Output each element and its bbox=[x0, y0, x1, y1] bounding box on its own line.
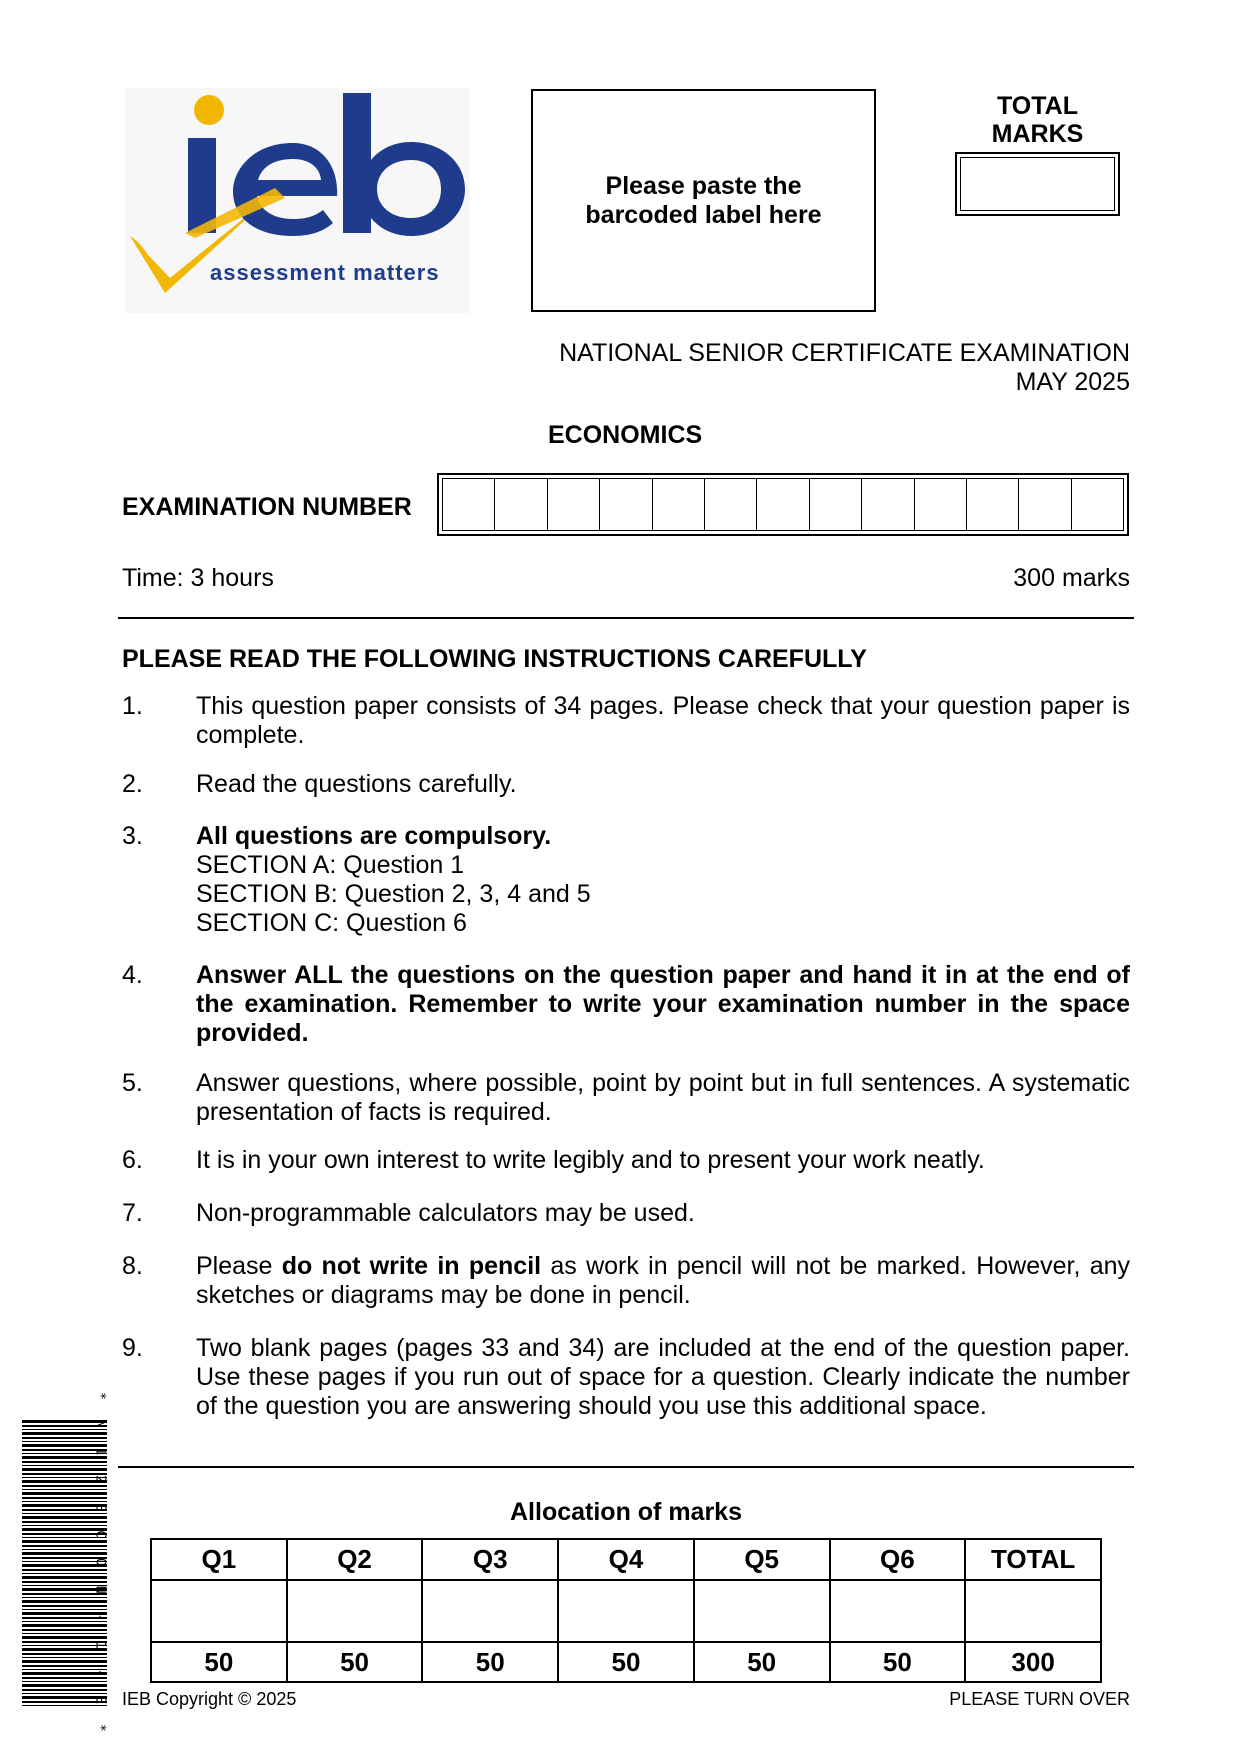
exam-number-grid bbox=[437, 473, 1129, 536]
allocation-table bbox=[150, 1538, 1102, 1683]
max-mark: 50 bbox=[287, 1642, 423, 1682]
instruction-number: 6. bbox=[122, 1146, 143, 1174]
barcode-label-area bbox=[531, 89, 876, 312]
divider bbox=[118, 1466, 1134, 1468]
exam-number-cell[interactable] bbox=[548, 479, 600, 530]
allocation-header: Q5 bbox=[694, 1539, 830, 1580]
score-cell[interactable] bbox=[965, 1580, 1101, 1642]
total-marks-label: TOTAL MARKS bbox=[991, 92, 1084, 148]
instruction-text: Non-programmable calculators may be used. bbox=[196, 1199, 695, 1227]
side-barcode-text: * N 1 2 E C O N - 1 - E * bbox=[92, 1392, 108, 1738]
instruction-item bbox=[122, 770, 1130, 799]
exam-number-cell[interactable] bbox=[810, 479, 862, 530]
instruction-number: 7. bbox=[122, 1199, 143, 1227]
exam-number-cell[interactable] bbox=[1072, 479, 1123, 530]
allocation-header: Q6 bbox=[830, 1539, 966, 1580]
section-line: SECTION C: Question 6 bbox=[196, 909, 467, 937]
max-mark: 50 bbox=[830, 1642, 966, 1682]
instruction-text: It is in your own interest to write legibly and to present your work neatly. bbox=[196, 1146, 985, 1174]
instruction-item bbox=[122, 1334, 1130, 1421]
max-mark: 50 bbox=[558, 1642, 694, 1682]
instruction-item bbox=[122, 1069, 1130, 1127]
exam-number-cell[interactable] bbox=[495, 479, 547, 530]
max-mark: 300 bbox=[965, 1642, 1101, 1682]
score-cell[interactable] bbox=[558, 1580, 694, 1642]
instructions-heading: PLEASE READ THE FOLLOWING INSTRUCTIONS CAREFULLY bbox=[122, 645, 867, 673]
exam-date: MAY 2025 bbox=[1015, 368, 1130, 396]
section-line: SECTION B: Question 2, 3, 4 and 5 bbox=[196, 880, 591, 908]
instruction-number: 1. bbox=[122, 692, 143, 720]
instruction-text: Read the questions carefully. bbox=[196, 770, 517, 798]
instruction-bold: All questions are compulsory. bbox=[196, 822, 552, 850]
instruction-text: Answer questions, where possible, point by point but in full sentences. A systematic presentation of facts is required. bbox=[196, 1069, 1130, 1126]
allocation-header: Q4 bbox=[558, 1539, 694, 1580]
exam-number-cell[interactable] bbox=[967, 479, 1019, 530]
exam-number-cell[interactable] bbox=[443, 479, 495, 530]
instruction-item bbox=[122, 1199, 1130, 1228]
subject-title: ECONOMICS bbox=[548, 421, 703, 449]
instruction-item bbox=[122, 692, 1130, 750]
instruction-text bbox=[196, 961, 1130, 1048]
max-mark: 50 bbox=[151, 1642, 287, 1682]
score-cell[interactable] bbox=[287, 1580, 423, 1642]
exam-number-cell[interactable] bbox=[705, 479, 757, 530]
instruction-text bbox=[196, 1252, 1130, 1310]
instruction-text: Two blank pages (pages 33 and 34) are included at the end of the question paper. Use these pages if you run out of space for a question. Clearly indicate the number of the question you are answering should you use this additional space. bbox=[196, 1334, 1130, 1420]
instruction-item bbox=[122, 961, 1130, 1048]
allocation-header: Q2 bbox=[287, 1539, 423, 1580]
exam-number-cell[interactable] bbox=[1019, 479, 1071, 530]
instruction-number: 8. bbox=[122, 1252, 143, 1280]
allocation-header: TOTAL bbox=[965, 1539, 1101, 1580]
score-cell[interactable] bbox=[151, 1580, 287, 1642]
exam-number-cell[interactable] bbox=[915, 479, 967, 530]
turn-over: PLEASE TURN OVER bbox=[949, 1689, 1130, 1709]
allocation-title: Allocation of marks bbox=[510, 1498, 742, 1526]
exam-number-label: EXAMINATION NUMBER bbox=[122, 493, 412, 521]
instruction-text bbox=[196, 822, 1130, 938]
instruction-bold: do not write in pencil bbox=[281, 1252, 542, 1280]
exam-number-cell[interactable] bbox=[862, 479, 914, 530]
logo-tagline: assessment matters bbox=[210, 260, 440, 285]
instruction-number: 4. bbox=[122, 961, 143, 989]
max-mark: 50 bbox=[694, 1642, 830, 1682]
instruction-number: 9. bbox=[122, 1334, 143, 1362]
ieb-logo bbox=[125, 88, 470, 313]
instruction-text-part: as work in pencil will not be marked. However, any sketches or diagrams may be done in pencil. bbox=[196, 1252, 1131, 1309]
instruction-number: 5. bbox=[122, 1069, 143, 1097]
instruction-item bbox=[122, 1146, 1130, 1175]
allocation-header: Q1 bbox=[151, 1539, 287, 1580]
section-line: SECTION A: Question 1 bbox=[196, 851, 465, 879]
instruction-text: This question paper consists of 34 pages. Please check that your question paper is complete. bbox=[196, 692, 1130, 749]
instruction-text-part: Please bbox=[196, 1252, 282, 1280]
divider bbox=[118, 617, 1134, 619]
max-mark: 50 bbox=[422, 1642, 558, 1682]
instruction-number: 3. bbox=[122, 822, 143, 850]
allocation-max-row bbox=[151, 1642, 1101, 1682]
allocation-score-row bbox=[151, 1580, 1101, 1642]
instruction-number: 2. bbox=[122, 770, 143, 798]
exam-number-cell[interactable] bbox=[757, 479, 809, 530]
total-marks-value: 300 marks bbox=[1013, 564, 1130, 592]
instruction-bold: Answer ALL the questions on the question paper and hand it in at the end of the examination. Remember to write your examination number in the space provided. bbox=[196, 961, 1130, 1047]
exam-number-cell[interactable] bbox=[653, 479, 705, 530]
side-barcode-code bbox=[80, 1392, 120, 1738]
instruction-item bbox=[122, 822, 1130, 938]
exam-number-cell[interactable] bbox=[600, 479, 652, 530]
instruction-item bbox=[122, 1252, 1130, 1310]
allocation-header-row bbox=[151, 1539, 1101, 1580]
score-cell[interactable] bbox=[830, 1580, 966, 1642]
time-allowed: Time: 3 hours bbox=[122, 564, 274, 592]
copyright: IEB Copyright © 2025 bbox=[122, 1689, 297, 1709]
total-marks-box[interactable] bbox=[955, 152, 1120, 216]
allocation-header: Q3 bbox=[422, 1539, 558, 1580]
score-cell[interactable] bbox=[422, 1580, 558, 1642]
exam-title: NATIONAL SENIOR CERTIFICATE EXAMINATION bbox=[559, 339, 1130, 367]
score-cell[interactable] bbox=[694, 1580, 830, 1642]
barcode-label-text: Please paste the barcoded label here bbox=[585, 171, 822, 229]
